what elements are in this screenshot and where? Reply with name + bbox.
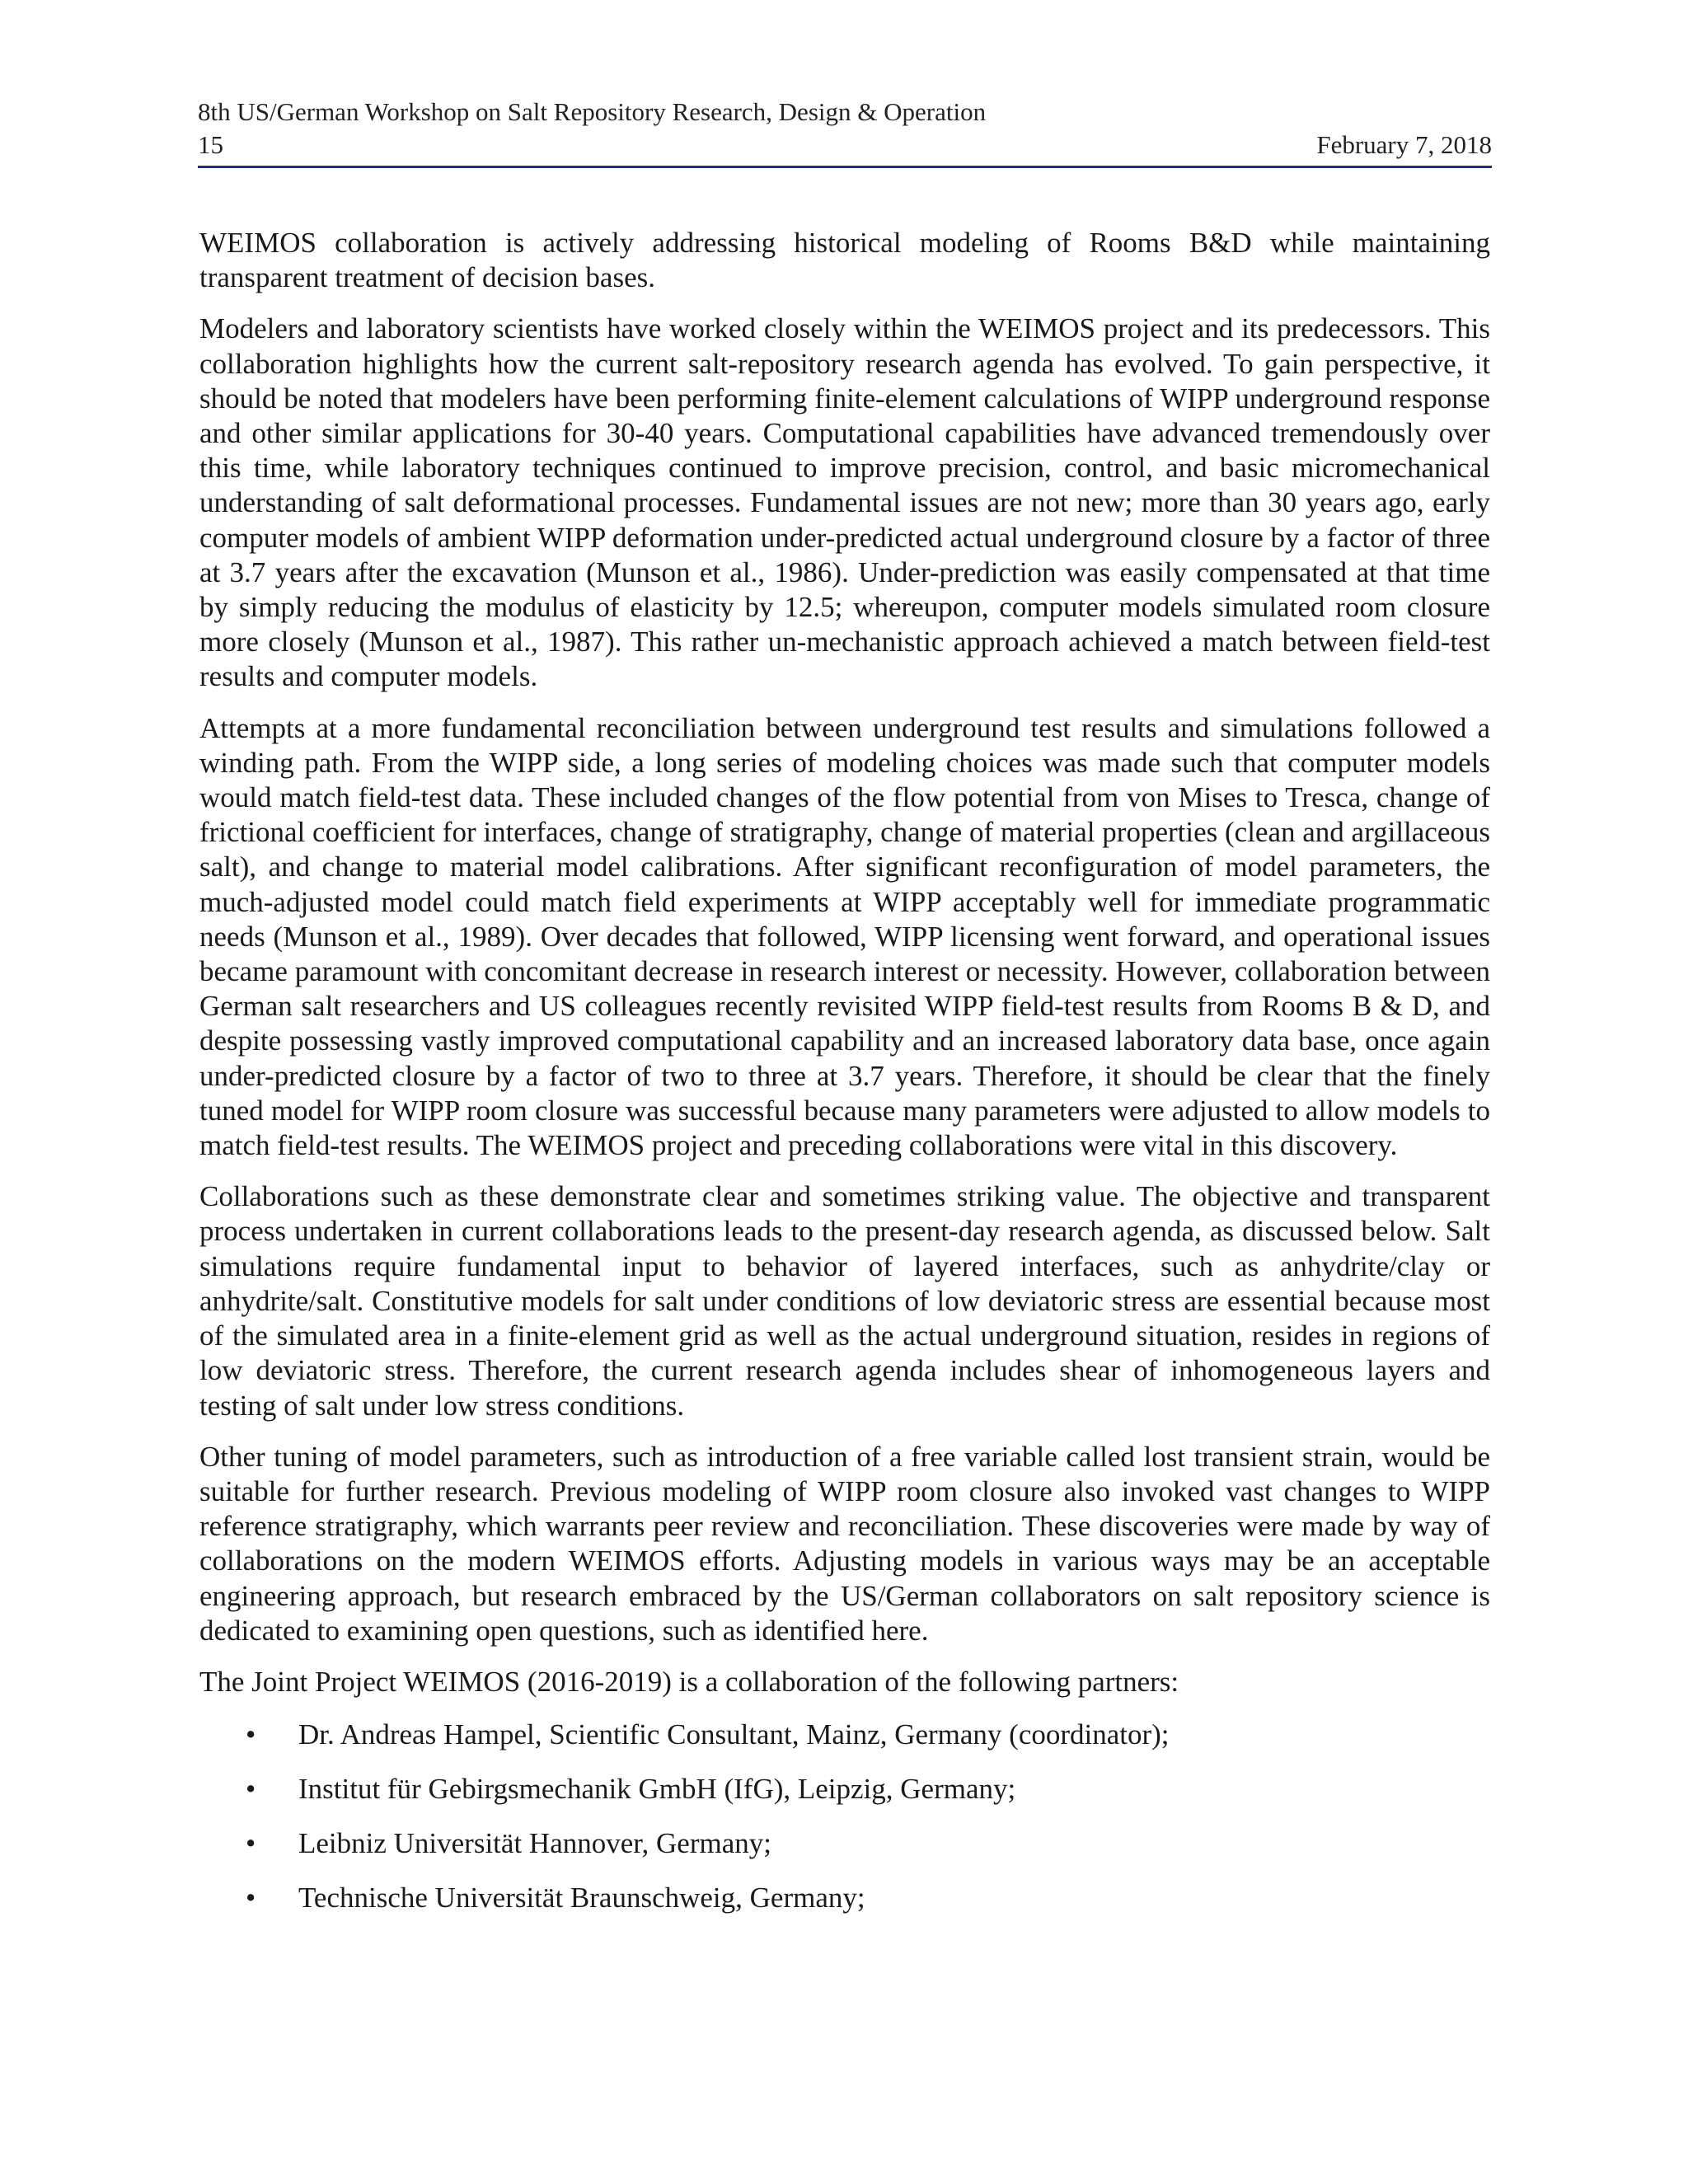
- page-number: 15: [198, 130, 223, 159]
- header-row: [198, 129, 1492, 162]
- partner-list: [199, 1718, 1490, 1915]
- page-header: [198, 96, 1492, 162]
- paragraph-3: Attempts at a more fundamental reconciliation between underground test results and simulations followed a winding path. From the WIPP side, a long series of modeling choices was made such that computer models would match field-test data. These included changes of the flow potential from von Mises to Tresca, change of frictional coefficient for interfaces, change of stratigraphy, change of material properties (clean and argillaceous salt), and change to material model calibrations. After significant reconfiguration of model parameters, the much-adjusted model could match field experiments at WIPP acceptably well for immediate programmatic needs (Munson et al., 1989). Over decades that followed, WIPP licensing went forward, and operational issues became paramount with concomitant decrease in research interest or necessity. However, collaboration between German salt researchers and US colleagues recently revisited WIPP field-test results from Rooms B & D, and despite possessing vastly improved computational capability and an increased laboratory data base, once again under-predicted closure by a factor of two to three at 3.7 years. Therefore, it should be clear that the finely tuned model for WIPP room closure was successful because many parameters were adjusted to allow models to match field-test results. The WEIMOS project and preceding collaborations were vital in this discovery.: [199, 711, 1490, 1162]
- list-item: [199, 1881, 1490, 1915]
- list-item: [199, 1826, 1490, 1861]
- document-body: [199, 226, 1490, 1935]
- header-divider: [198, 166, 1492, 168]
- partner-name: Leibniz Universität Hannover, Germany;: [298, 1827, 771, 1860]
- paragraph-4: Collaborations such as these demonstrate clear and sometimes striking value. The objective and transparent process undertaken in current collaborations leads to the present-day research agenda, as discussed below. Salt simulations require fundamental input to behavior of layered interfaces, such as anhydrite/clay or anhydrite/salt. Constitutive models for salt under conditions of low deviatoric stress are essential because most of the simulated area in a finite-element grid as well as the actual underground situation, resides in regions of low deviatoric stress. Therefore, the current research agenda includes shear of inhomogeneous layers and testing of salt under low stress conditions.: [199, 1180, 1490, 1422]
- paragraph-6: The Joint Project WEIMOS (2016-2019) is a collaboration of the following partners:: [199, 1665, 1179, 1698]
- paragraph-1: WEIMOS collaboration is actively addressing historical modeling of Rooms B&D while maintaining transparent treatment of decision bases.: [199, 227, 1490, 294]
- document-date: February 7, 2018: [1316, 130, 1492, 159]
- bullet-icon: •: [246, 1718, 256, 1751]
- bullet-icon: •: [246, 1773, 256, 1806]
- list-item: [199, 1772, 1490, 1807]
- bullet-icon: •: [246, 1882, 256, 1915]
- partner-name: Dr. Andreas Hampel, Scientific Consultant, Mainz, Germany (coordinator);: [298, 1718, 1170, 1751]
- paragraph-5: Other tuning of model parameters, such as introduction of a free variable called lost transient strain, would be suitable for further research. Previous modeling of WIPP room closure also invoked vast changes to WIPP reference stratigraphy, which warrants peer review and reconciliation. These discoveries were made by way of collaborations on the modern WEIMOS efforts. Adjusting models in various ways may be an acceptable engineering approach, but research embraced by the US/German collaborators on salt repository science is dedicated to examining open questions, such as identified here.: [199, 1440, 1490, 1647]
- bullet-icon: •: [246, 1827, 256, 1860]
- partner-name: Institut für Gebirgsmechanik GmbH (IfG), Leipzig, Germany;: [298, 1773, 1016, 1806]
- workshop-title: 8th US/German Workshop on Salt Repository Research, Design & Operation: [198, 97, 987, 126]
- paragraph-2: Modelers and laboratory scientists have worked closely within the WEIMOS project and its predecessors. This collaboration highlights how the current salt-repository research agenda has evolved. To gain perspective, it should be noted that modelers have been performing finite-element calculations of WIPP underground response and other similar applications for 30-40 years. Computational capabilities have advanced tremendously over this time, while laboratory techniques continued to improve precision, control, and basic micromechanical understanding of salt deformational processes. Fundamental issues are not new; more than 30 years ago, early computer models of ambient WIPP deformation under-predicted actual underground closure by a factor of three at 3.7 years after the excavation (Munson et al., 1986). Under-prediction was easily compensated at that time by simply reducing the modulus of elasticity by 12.5; whereupon, computer models simulated room closure more closely (Munson et al., 1987). This rather un-mechanistic approach achieved a match between field-test results and computer models.: [199, 312, 1490, 693]
- list-item: [199, 1718, 1490, 1752]
- partner-name: Technische Universität Braunschweig, Germany;: [298, 1882, 865, 1915]
